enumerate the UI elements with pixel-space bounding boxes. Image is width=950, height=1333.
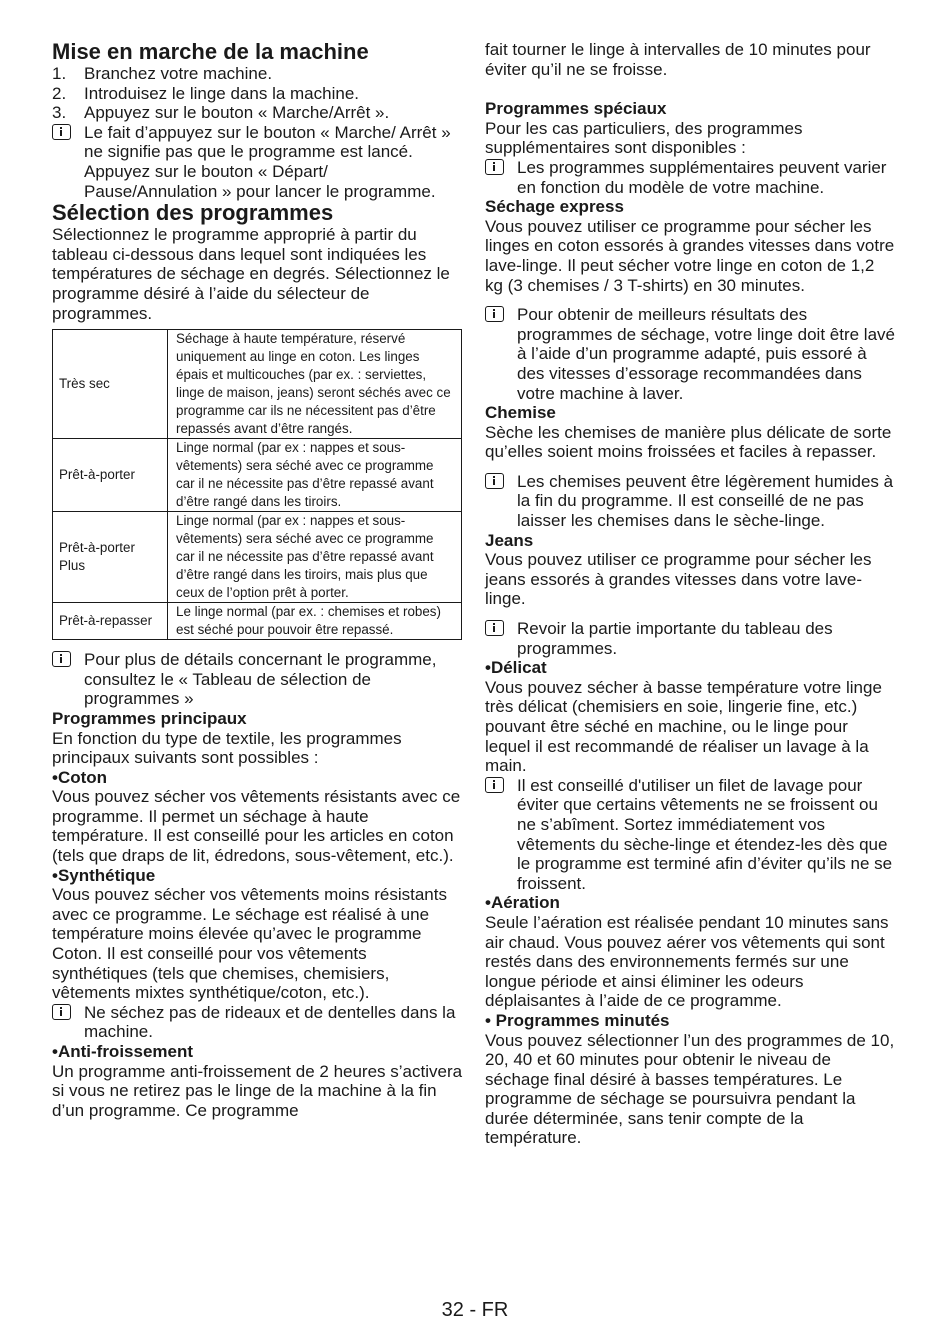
note-text: Pour obtenir de meilleurs résultats des programmes de séchage, votre linge doit être lavé à l’aide d’un programme adapté, puis essoré à des vitesses d’essorage recommandées dans votre machine à laver. — [517, 305, 895, 403]
left-column — [52, 40, 464, 1120]
programs-table — [52, 329, 462, 640]
step-text: Branchez votre machine. — [84, 64, 273, 83]
note-text: Les chemises peuvent être légèrement humides à la fin du programme. Il est conseillé de ne pas laisser les chemises dans le sèche-linge. — [517, 471, 894, 531]
step-text: Introduisez le linge dans la machine. — [84, 83, 359, 103]
heading-selection: Sélection des programmes — [52, 200, 334, 226]
heading-coton: •Coton — [52, 767, 108, 787]
heading-chemise: Chemise — [485, 403, 556, 423]
minutes-text: Vous pouvez sélectionner l’un des programmes de 10, 20, 40 et 60 minutes pour obtenir le niveau de séchage final désiré à basses températures. Le programme de séchage se poursuivra pendant la durée déterminée, sans tenir compte de la température. — [485, 1030, 895, 1148]
info-icon — [52, 651, 71, 667]
info-icon — [485, 777, 504, 793]
table-row — [53, 439, 462, 512]
info-icon — [485, 159, 504, 175]
note-text: Le fait d’appuyez sur le bouton « Marche/ Arrêt » ne signifie pas que le programme est lancé. Appuyez sur le bouton « Départ/ Pause/Annulation » pour lancer le programme. — [84, 122, 451, 201]
heading-delicat: •Délicat — [485, 658, 547, 678]
info-icon — [52, 1004, 71, 1020]
note-chemise — [485, 472, 897, 531]
note-jeans — [485, 619, 897, 658]
heading-jeans: Jeans — [485, 530, 534, 550]
note-marche — [52, 123, 464, 201]
heading-principaux: Programmes principaux — [52, 708, 247, 728]
delicat-text: Vous pouvez sécher à basse température votre linge très délicat (chemisiers en soie, lingerie fine, etc.) pouvant être séché en machine, ou le linge pour lequel il est recommandé de réaliser un lavage à la main. — [485, 677, 882, 776]
table-row — [53, 512, 462, 603]
note-speciaux — [485, 158, 897, 197]
heading-programmes-minutes: • Programmes minutés — [485, 1010, 670, 1030]
program-name: Prêt-à-porter — [53, 439, 168, 512]
synthetique-text: Vous pouvez sécher vos vêtements moins résistants avec ce programme. Le séchage est réalisé à une température moins élevée qu’avec le programme Coton. Il est conseillé pour vos vêtements synthétiques (tels que chemises, chemisiers, vêtements mixtes synthétique/coton, etc.). — [52, 885, 447, 1003]
note-text: Revoir la partie importante du tableau des programmes. — [517, 619, 833, 658]
table-row — [53, 330, 462, 439]
note-text: Pour plus de détails concernant le programme, consultez le « Tableau de sélection de programmes » — [84, 650, 437, 709]
speciaux-text: Pour les cas particuliers, des programmes supplémentaires sont disponibles : — [485, 118, 803, 158]
note-text: Ne séchez pas de rideaux et de dentelles dans la machine. — [84, 1002, 456, 1042]
note-text: Les programmes supplémentaires peuvent varier en fonction du modèle de votre machine. — [517, 157, 887, 197]
info-icon — [485, 473, 504, 489]
step-item — [52, 84, 464, 104]
program-description: Linge normal (par ex : nappes et sous-vêtements) sera séché avec ce programme car il ne nécessite pas d’être repassé avant d’être rangé dans les tiroirs. — [168, 439, 462, 512]
chemise-text: Sèche les chemises de manière plus délicate de sorte qu’elles soient moins froissées et faciles à repasser. — [485, 422, 892, 462]
program-name: Prêt-à-porter Plus — [53, 512, 168, 603]
program-description: Le linge normal (par ex. : chemises et robes) est séché pour pouvoir être repassé. — [168, 603, 462, 640]
coton-text: Vous pouvez sécher vos vêtements résistants avec ce programme. Il permet un séchage à haute température. Il est conseillé pour les articles en coton (tels que draps de lit, édredons, sous-vêtement, etc.). — [52, 787, 461, 866]
note-text: Il est conseillé d'utiliser un filet de lavage pour éviter que certains vêtements ne se froissent ou ne s’abîment. Sortez immédiatement vos vêtements du sèche-linge et étendez-les dès que le programme est terminé afin d’éviter qu’ils ne se froissent. — [517, 775, 893, 893]
aeration-text: Seule l’aération est réalisée pendant 10 minutes sans air chaud. Vous pouvez aérer vos vêtements qui sont restés dans des environnements fermés sur une longue période et ainsi éliminer les odeurs déplaisantes à l’aide de ce programme. — [485, 912, 889, 1011]
note-table — [52, 650, 464, 709]
right-column — [485, 40, 897, 1148]
program-description: Linge normal (par ex : nappes et sous-vêtements) sera séché avec ce programme car il ne nécessite pas d’être repassé avant d’être rangé dans les tiroirs, mais plus que ceux de l’option prêt à porter. — [168, 512, 462, 603]
express-text: Vous pouvez utiliser ce programme pour sécher les linges en coton essorés à grandes vitesses dans votre lave-linge. Il peut sécher votre linge en coton de 1,2 kg (3 chemises / 3 T-shirts) en 30 minutes. — [485, 216, 895, 295]
program-name: Prêt-à-repasser — [53, 603, 168, 640]
heading-anti-froissement: •Anti-froissement — [52, 1042, 194, 1061]
step-number: 3. — [52, 103, 67, 123]
step-number: 2. — [52, 83, 67, 103]
program-name: Très sec — [53, 330, 168, 439]
step-text: Appuyez sur le bouton « Marche/Arrêt ». — [84, 103, 390, 123]
heading-aeration: •Aération — [485, 893, 560, 913]
note-rideaux — [52, 1003, 464, 1042]
anti-froissement-text: Un programme anti-froissement de 2 heures s’activera si vous ne retirez pas le linge de la machine à la fin d’un programme. Ce programme — [52, 1061, 463, 1120]
heading-synthetique: •Synthétique — [52, 865, 156, 885]
program-description: Séchage à haute température, réservé uniquement au linge en coton. Les linges épais et multicouches (par ex. : serviettes, linge de maison, jeans) seront séchés avec ce programme car ils ne nécessitent pas d’être repassés avant d’être rangés. — [168, 330, 462, 439]
step-item — [52, 64, 464, 84]
principaux-text: En fonction du type de textile, les programmes principaux suivants sont possibles : — [52, 728, 402, 768]
note-delicat — [485, 776, 897, 894]
heading-sechage-express: Séchage express — [485, 197, 624, 217]
heading-mise-en-marche: Mise en marche de la machine — [52, 39, 369, 64]
info-icon — [485, 620, 504, 636]
table-row — [53, 603, 462, 640]
jeans-text: Vous pouvez utiliser ce programme pour sécher les jeans essorés à grandes vitesses dans votre lave-linge. — [485, 550, 872, 609]
step-number: 1. — [52, 64, 67, 83]
page-number: 32 - FR — [441, 1299, 509, 1321]
anti-froissement-continued: fait tourner le linge à intervalles de 10 minutes pour éviter qu’il ne se froisse. — [485, 40, 871, 79]
heading-speciaux: Programmes spéciaux — [485, 99, 667, 119]
info-icon — [485, 306, 504, 322]
note-express — [485, 305, 897, 403]
info-icon — [52, 124, 71, 140]
step-item — [52, 103, 464, 123]
selection-text: Sélectionnez le programme approprié à partir du tableau ci-dessous dans lequel sont indiquées les températures de séchage en degrés. Sélectionnez le programme désiré à l’aide du sélecteur de programmes. — [52, 225, 450, 323]
